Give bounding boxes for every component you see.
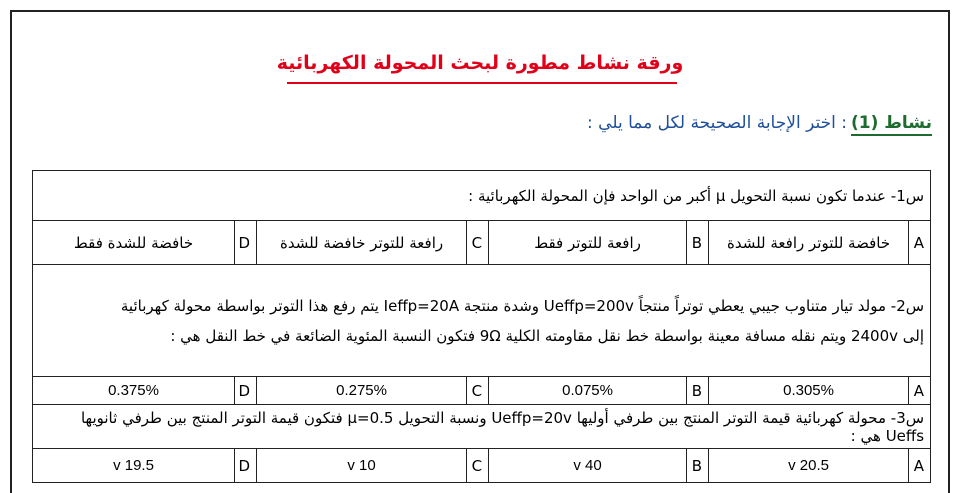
questions-table: [32, 170, 931, 483]
question-2-options: [33, 377, 931, 405]
worksheet-title: ورقة نشاط مطورة لبحث المحولة الكهربائية: [276, 52, 684, 74]
page-border-top: [10, 10, 950, 12]
question-1-row: [33, 171, 931, 221]
question-1-options: [33, 221, 931, 265]
option-letter: D: [235, 449, 257, 483]
option-letter: A: [909, 449, 931, 483]
option-letter: C: [467, 221, 489, 265]
option-text[interactable]: 0.075%: [489, 377, 687, 405]
question-3-text: س3- محولة كهربائية قيمة التوتر المنتج بين طرفي أوليها Ueffp=20v ونسبة التحويل μ=0.5 فتكون قيمة التوتر المنتج بين طرفي ثانويها Ueffs هي :: [33, 405, 931, 449]
option-text[interactable]: رافعة للتوتر فقط: [489, 221, 687, 265]
option-letter: B: [687, 449, 709, 483]
page-border-left: [10, 10, 12, 493]
activity-label: نشاط (1): [851, 113, 932, 136]
option-letter: D: [235, 221, 257, 265]
option-text[interactable]: 40 v: [489, 449, 687, 483]
question-2-line-1: س2- مولد تيار متناوب جيبي يعطي توتراً منتجاً Ueffp=200v وشدة منتجة Ieffp=20A يتم رفع هذا التوتر بواسطة محولة كهربائية: [120, 296, 925, 315]
option-text[interactable]: خافضة للتوتر رافعة للشدة: [709, 221, 909, 265]
activity-instruction: : اختر الإجابة الصحيحة لكل مما يلي :: [587, 113, 847, 133]
question-2-text: [33, 265, 931, 377]
option-text[interactable]: رافعة للتوتر خافضة للشدة: [257, 221, 467, 265]
question-2-line-2: إلى 2400v ويتم نقله مسافة معينة بواسطة خط نقل مقاومته الكلية 9Ω فتكون النسبة المئوية الضائعة في خط النقل هي :: [170, 326, 925, 345]
question-1-text: س1- عندما تكون نسبة التحويل μ أكبر من الواحد فإن المحولة الكهربائية :: [33, 171, 931, 221]
question-3-row: [33, 405, 931, 449]
question-3-options: [33, 449, 931, 483]
option-text[interactable]: 0.275%: [257, 377, 467, 405]
option-text[interactable]: 20.5 v: [709, 449, 909, 483]
option-text[interactable]: 19.5 v: [33, 449, 235, 483]
question-2-row: [33, 265, 931, 377]
option-letter: A: [909, 377, 931, 405]
option-letter: B: [687, 377, 709, 405]
option-letter: D: [235, 377, 257, 405]
option-text[interactable]: خافضة للشدة فقط: [33, 221, 235, 265]
page-border-right: [948, 10, 950, 493]
option-text[interactable]: 0.375%: [33, 377, 235, 405]
option-letter: A: [909, 221, 931, 265]
option-text[interactable]: 0.305%: [709, 377, 909, 405]
option-letter: C: [467, 377, 489, 405]
option-letter: B: [687, 221, 709, 265]
option-text[interactable]: 10 v: [257, 449, 467, 483]
activity-header: [587, 113, 932, 136]
option-letter: C: [467, 449, 489, 483]
title-underline: [287, 82, 677, 84]
